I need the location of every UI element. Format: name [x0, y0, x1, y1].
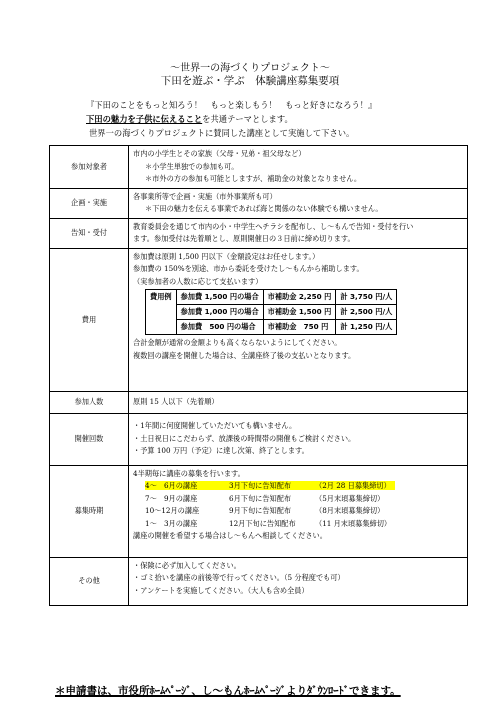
fee-example-c: 計 1,250 円/人 [336, 320, 397, 335]
row-planning [50, 188, 468, 218]
period-notice: 6月下旬に告知配布 [229, 493, 292, 503]
project-title: ～世界一の海づくりプロジェクト～ [170, 63, 330, 74]
planning-line: 各事業所等で企画・実施（市外事業所も可） [133, 191, 277, 201]
intro-slogan: 『下田のことをもっと知ろう！ もっと楽しもう！ もっと好きになろう！』 [86, 100, 377, 110]
count-line: ・土日祝日にこだわらず、放課後の時間帯の開催もご検討ください。 [133, 433, 356, 443]
period-notice: 12月下旬に告知配布 [229, 518, 296, 528]
period-row [133, 505, 463, 518]
content-planning [129, 188, 468, 218]
fee-line: （実参加者の人数に応じて支払います） [133, 276, 263, 286]
label-other: その他 [50, 557, 129, 605]
fee-example-a: 参加費 1,500 円の場合 [176, 290, 263, 305]
fee-example-b: 市補助金 1,500 円 [263, 305, 336, 320]
label-capacity: 参加人数 [50, 391, 129, 413]
capacity-line: 原則 15 人以下（先着順） [133, 396, 219, 406]
intro-note: 世界一の海づくりプロジェクトに賛同した講座として実施して下さい。 [89, 128, 355, 138]
page-title: 下田を遊ぶ・学ぶ 体験講座募集要項 [160, 75, 340, 87]
count-line: ・予算 100 万円（予定）に達し次第、終了とします。 [133, 446, 309, 456]
period-quarter: 10～12月の講座 [145, 506, 200, 515]
fee-line: 参加費の 150%を別途、市から委託を受けたし～もんから補助します。 [133, 264, 364, 273]
theme-rest: を共通テーマとします。 [202, 114, 293, 124]
content-count [129, 413, 468, 465]
fee-example-a: 参加費 500 円の場合 [176, 320, 263, 335]
period-row [133, 480, 463, 493]
label-period: 募集時期 [50, 465, 129, 557]
fee-example-b: 市補助金 2,250 円 [263, 290, 336, 305]
fee-example-table [145, 289, 397, 335]
fee-example-c: 計 3,750 円/人 [336, 290, 397, 305]
fee-example-b: 市補助金 750 円 [263, 320, 336, 335]
period-line: 講座の開催を希望する場合はし～もんへ相談してください。 [133, 531, 327, 540]
theme-emphasis: 下田の魅力を子供に伝えること [86, 114, 203, 124]
planning-line: ＊下田の魅力を伝える事業であれば海と関係のない体験でも構いません。 [145, 204, 383, 213]
content-capacity [129, 391, 468, 413]
fee-example-row [146, 290, 397, 305]
fee-example-label: 費用例 [146, 290, 177, 335]
period-deadline: （2月 28 日募集締切） [315, 481, 391, 490]
download-notice: ＊申請書は、市役所ﾎｰﾑﾍﾟｰｼﾞ、し～もんﾎｰﾑﾍﾟｰｼﾞよりﾀﾞｳﾝﾛｰﾄﾞできます。 [55, 685, 401, 697]
label-participants: 参加対象者 [50, 146, 129, 189]
period-deadline: （8月末頃募集締切） [315, 506, 385, 515]
row-participants [50, 146, 468, 189]
label-notice: 告知・受付 [50, 218, 129, 248]
period-notice: 3月下旬に告知配布 [229, 481, 292, 490]
label-count: 開催回数 [50, 413, 129, 465]
content-period [129, 465, 468, 557]
label-planning: 企画・実施 [50, 188, 129, 218]
content-other [129, 557, 468, 605]
participants-line: ＊小学生単独での参加も可。 [145, 161, 239, 171]
other-line: ・保険に必ず加入してください。 [133, 560, 241, 570]
participants-line: ＊市外の方の参加も可能としますが、補助金の対象となりません。 [145, 174, 362, 183]
label-fee: 費用 [50, 248, 129, 391]
period-deadline: （11 月末頃募集締切） [315, 518, 392, 528]
row-fee [50, 248, 468, 391]
period-quarter: 1～ 3月の講座 [145, 518, 198, 528]
fee-example-c: 計 2,500 円/人 [336, 305, 397, 320]
guidelines-table [49, 145, 468, 606]
other-line: ・アンケートを実施してください。（大人も含め全員） [133, 585, 309, 595]
row-notice [50, 218, 468, 248]
fee-line: 参加費は原則 1,500 円以下（金額設定はお任せします。） [133, 251, 320, 261]
fee-example-a: 参加費 1,000 円の場合 [176, 305, 263, 320]
row-other [50, 557, 468, 605]
period-notice: 9月下旬に告知配布 [229, 506, 292, 515]
period-quarter: 7～ 9月の講座 [145, 493, 198, 503]
content-notice [129, 218, 468, 248]
fee-line: 合計金額が通常の金額よりも高くならないようにしてください。 [133, 338, 342, 347]
fee-example-row [146, 320, 397, 335]
fee-example-row [146, 305, 397, 320]
content-participants [129, 146, 468, 189]
period-quarter: 4～ 6月の講座 [145, 481, 198, 490]
row-period [50, 465, 468, 557]
row-capacity [50, 391, 468, 413]
row-count [50, 413, 468, 465]
period-row [133, 493, 463, 506]
notice-line: 教育委員会を通じて市内の小・中学生へチラシを配布し、し～もんで告知・受付を行い [133, 221, 414, 231]
count-line: ・1年間に何度開催していただいても構いません。 [133, 421, 297, 431]
fee-line: 複数回の講座を開催した場合は、全講座終了後の支払いとなります。 [133, 350, 356, 360]
period-deadline: （5月末頃募集締切） [315, 493, 385, 503]
content-fee [129, 248, 468, 391]
period-row [133, 518, 463, 531]
intro-theme [86, 113, 293, 125]
other-line: ・ゴミ拾いを講座の前後等で行ってください。（5 分程度でも可） [133, 573, 345, 582]
period-line: 4半期毎に講座の募集を行います。 [133, 468, 245, 478]
participants-line: 市内の小学生とその家族（父母・兄弟・祖父母など） [133, 149, 306, 158]
notice-line: ます。参加受付は先着順とし、原則開催日の３日前に締め切ります。 [133, 234, 355, 243]
